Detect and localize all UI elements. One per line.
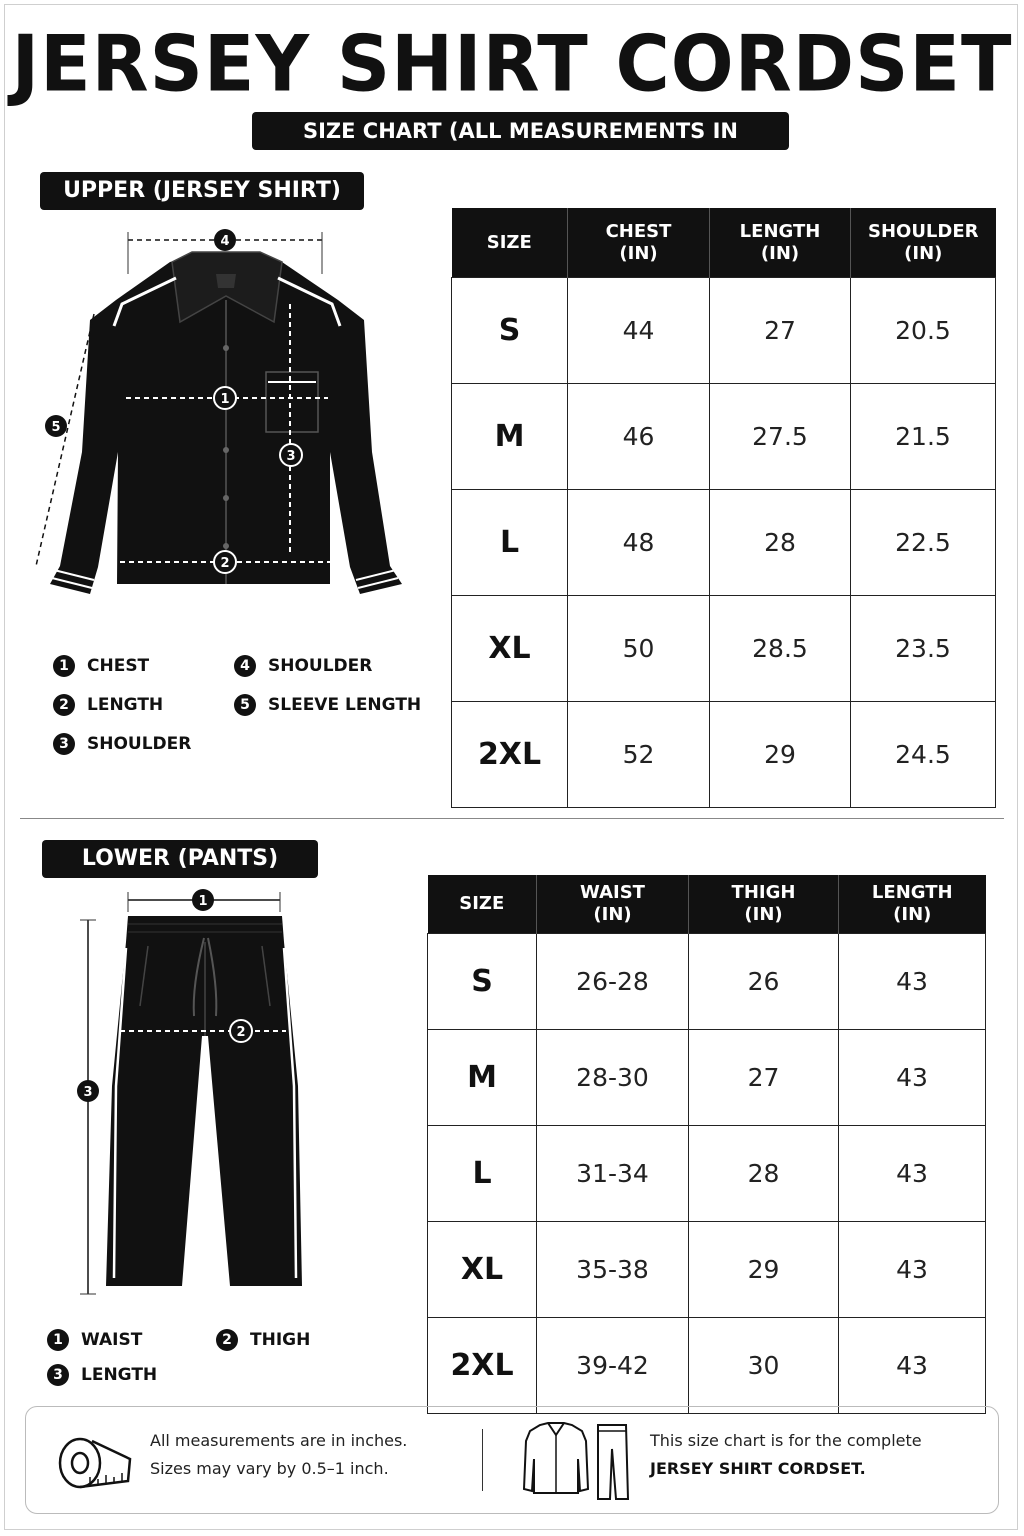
chest-cell: 52 [568,702,710,808]
svg-text:2: 2 [236,1025,246,1040]
svg-text:3: 3 [83,1085,93,1100]
table-row [428,1222,986,1318]
jersey-shirt-illustration [20,222,420,614]
info-text-right: This size chart is for the complete JERSEY SHIRT CORDSET. [650,1431,922,1478]
chest-cell: 48 [568,490,710,596]
measuring-tape-icon [56,1433,134,1493]
header-length: LENGTH (IN) [839,875,986,934]
length-cell: 29 [710,702,851,808]
length-cell: 27.5 [710,384,851,490]
upper-table-header [452,208,996,278]
header-waist: WAIST (IN) [537,875,689,934]
legend-item-length: 2 LENGTH [53,693,163,717]
legend-item-shoulder-width: 4 SHOULDER [234,654,372,678]
marker-sleeve-length [45,415,67,437]
svg-text:1: 1 [220,392,230,407]
waist-cell: 39-42 [537,1318,689,1414]
marker-chest [214,387,236,409]
length-cell: 43 [839,1222,986,1318]
chest-cell: 50 [568,596,710,702]
length-cell: 43 [839,1030,986,1126]
info-box [25,1406,999,1514]
header-length: LENGTH (IN) [710,208,851,278]
size-cell: M [452,384,568,490]
length-cell: 27 [710,278,851,384]
marker-length [214,551,236,573]
page-subtitle: SIZE CHART (ALL MEASUREMENTS IN INCHES) [252,112,789,150]
thigh-cell: 29 [689,1222,839,1318]
svg-text:4: 4 [220,234,230,249]
marker-shoulder-width [214,229,236,251]
length-cell: 28.5 [710,596,851,702]
table-row [452,278,996,384]
svg-text:1: 1 [198,894,208,909]
table-row [428,934,986,1030]
table-row [452,596,996,702]
marker-waist [192,889,214,911]
shirt-and-pants-icon [522,1419,632,1501]
waist-cell: 28-30 [537,1030,689,1126]
svg-text:5: 5 [51,420,61,435]
page-title: JERSEY SHIRT CORDSET [11,18,1013,110]
size-cell: 2XL [428,1318,537,1414]
size-cell: S [428,934,537,1030]
waist-cell: 31-34 [537,1126,689,1222]
upper-size-table [451,208,996,808]
thigh-cell: 26 [689,934,839,1030]
shoulder-cell: 24.5 [851,702,996,808]
shoulder-cell: 21.5 [851,384,996,490]
marker-thigh [230,1020,252,1042]
table-row [428,1126,986,1222]
chest-cell: 44 [568,278,710,384]
table-row [428,1318,986,1414]
table-row [428,1030,986,1126]
header-chest: CHEST (IN) [568,208,710,278]
length-cell: 28 [710,490,851,596]
waist-cell: 26-28 [537,934,689,1030]
size-cell: L [428,1126,537,1222]
pants-illustration [70,886,310,1298]
svg-text:3: 3 [286,449,296,464]
waist-cell: 35-38 [537,1222,689,1318]
size-cell: S [452,278,568,384]
length-cell: 43 [839,1318,986,1414]
shoulder-cell: 23.5 [851,596,996,702]
marker-shoulder [280,444,302,466]
size-cell: XL [452,596,568,702]
svg-text:2: 2 [220,556,230,571]
lower-size-table [427,875,986,1414]
size-cell: 2XL [452,702,568,808]
table-row [452,490,996,596]
shoulder-cell: 20.5 [851,278,996,384]
chest-cell: 46 [568,384,710,490]
header-size: SIZE [452,208,568,278]
header-size: SIZE [428,875,537,934]
length-cell: 43 [839,934,986,1030]
table-row [452,384,996,490]
header-thigh: THIGH (IN) [689,875,839,934]
marker-pants-length [77,1080,99,1102]
thigh-cell: 30 [689,1318,839,1414]
shoulder-cell: 22.5 [851,490,996,596]
legend-item-pants-length: 3 LENGTH [47,1363,157,1387]
length-cell: 43 [839,1126,986,1222]
size-cell: L [452,490,568,596]
section-divider [20,818,1004,819]
upper-section-label: UPPER (JERSEY SHIRT) [40,172,364,210]
lower-table-header [428,875,986,934]
legend-item-thigh: 2 THIGH [216,1328,310,1352]
info-text-left: All measurements are in inches. Sizes may vary by 0.5–1 inch. [150,1431,408,1478]
info-divider [482,1429,483,1491]
size-cell: M [428,1030,537,1126]
legend-item-sleeve-length: 5 SLEEVE LENGTH [234,693,421,717]
thigh-cell: 27 [689,1030,839,1126]
lower-section-label: LOWER (PANTS) [42,840,318,878]
legend-item-shoulder: 3 SHOULDER [53,732,191,756]
legend-item-chest: 1 CHEST [53,654,149,678]
size-cell: XL [428,1222,537,1318]
legend-item-waist: 1 WAIST [47,1328,142,1352]
header-shoulder: SHOULDER (IN) [851,208,996,278]
thigh-cell: 28 [689,1126,839,1222]
table-row [452,702,996,808]
